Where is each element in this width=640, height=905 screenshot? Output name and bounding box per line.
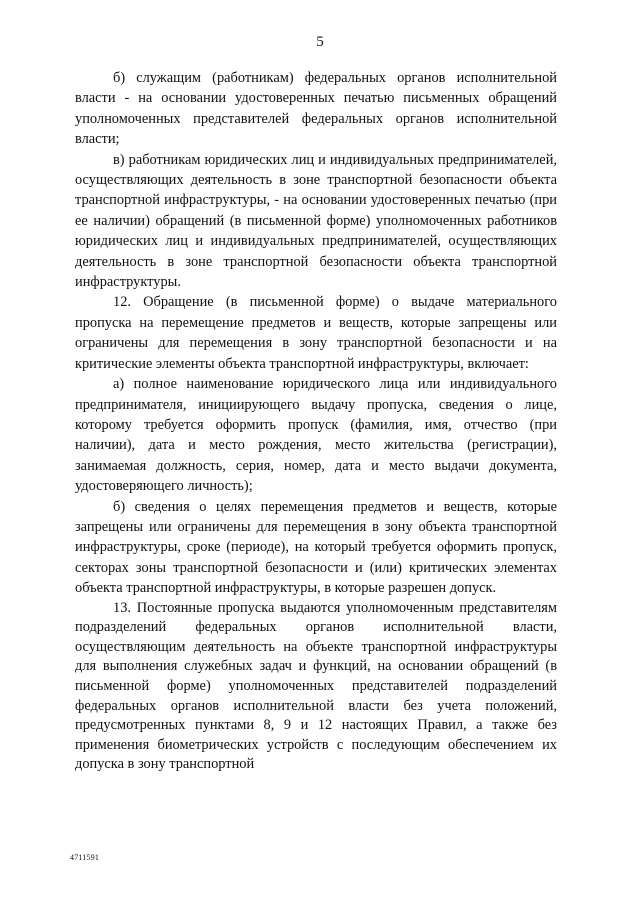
document-code: 4711591 bbox=[70, 853, 100, 862]
paragraph-b-employees: б) служащим (работникам) федеральных органов исполнительной власти - на основании удостоверенных печатью письменных обращений уполномоченных представителей федеральных органов исполнительной власти; bbox=[75, 70, 557, 148]
paragraph-12-request: 12. Обращение (в письменной форме) о выдаче материального пропуска на перемещение предметов и веществ, которые запрещены или ограничены для перемещения в зону транспортной безопасности и на критические элементы объекта транспортной инфраструктуры, включает: bbox=[75, 294, 557, 372]
page-number: 5 bbox=[316, 34, 324, 50]
paragraph-v-workers: в) работникам юридических лиц и индивидуальных предпринимателей, осуществляющих деятельность в зоне транспортной безопасности объекта транспортной инфраструктуры, - на основании удостоверенных печатью (при ее наличии) обращений (в письменной форме) уполномоченных работников юридических лиц и индивидуальных предпринимателей, осуществляющих деятельность в зоне транспортной безопасности объекта транспортной инфраструктуры. bbox=[75, 151, 557, 291]
document-body bbox=[75, 68, 557, 775]
paragraph-12-a: а) полное наименование юридического лица или индивидуального предпринимателя, инициирующего выдачу пропуска, сведения о лице, которому требуется оформить пропуск (фамилия, имя, отчество (при наличии), дата и место рождения, место жительства (регистрации), занимаемая должность, серия, номер, дата и место выдачи документа, удостоверяющего личность); bbox=[75, 376, 557, 495]
paragraph-13-permanent-passes: 13. Постоянные пропуска выдаются уполномоченным представителям подразделений федеральных органов исполнительной власти, осуществляющим деятельность на объекте транспортной инфраструктуры для выполнения служебных задач и функций, на основании обращений (в письменной форме) уполномоченных представителей подразделений федеральных органов исполнительной власти без учета положений, предусмотренных пунктами 8, 9 и 12 настоящих Правил, а также без применения биометрических устройств с последующим обеспечением их допуска в зону транспортной bbox=[75, 599, 557, 773]
paragraph-12-b: б) сведения о целях перемещения предметов и веществ, которые запрещены или ограничены для перемещения в зону объекта транспортной инфраструктуры, сроке (периоде), на который требуется оформить пропуск, секторах зоны транспортной безопасности и (или) критических элементах объекта транспортной инфраструктуры, в которые разрешен допуск. bbox=[75, 498, 557, 597]
